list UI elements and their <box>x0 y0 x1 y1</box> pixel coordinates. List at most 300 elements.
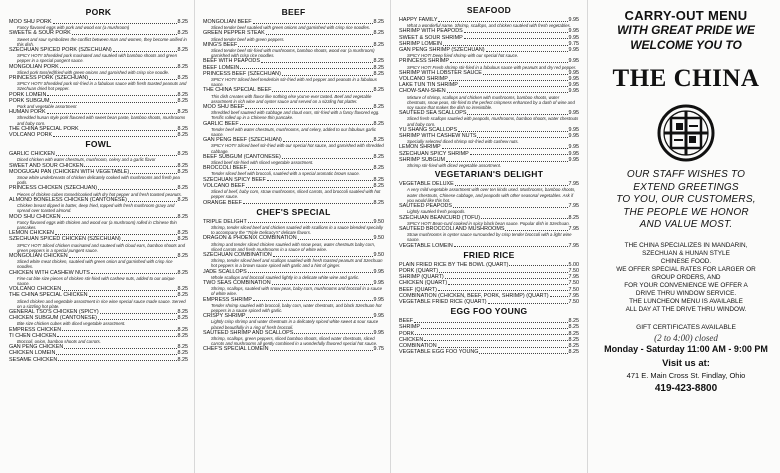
dot-leader <box>246 183 373 188</box>
dot-leader <box>50 98 176 103</box>
menu-item-price: 8.25 <box>177 332 188 339</box>
menu-item-description: Tender shrimp sautéed with broccoli, baby corn, water chestnuts, and black Szechuan hot peppers in a sauce spiced with garlic. <box>211 302 382 313</box>
dot-leader <box>57 333 176 338</box>
dot-leader <box>464 35 568 40</box>
menu-item-price: 8.25 <box>373 64 384 71</box>
cover-panel <box>590 0 780 473</box>
menu-item-description: Lightly crisp shrimp and water chestnuts in a delicately spiced white sweet & sour sauce placed beautifully in a ring of fresh broccoli. <box>211 319 379 330</box>
menu-item-name: BEEF (QUART) <box>399 286 437 293</box>
menu-item-name: TI CHEN CHICKEN <box>9 332 57 339</box>
menu-item-price: 9.95 <box>568 69 579 76</box>
menu-item <box>399 349 579 355</box>
menu-item-description: Diced chicken with water chestnuts, mushroom, celery and a garlic flavor <box>17 157 156 163</box>
menu-item-name: CHICKEN SUBGUM (CANTONESE) <box>9 315 97 322</box>
dot-leader <box>98 185 176 190</box>
menu-item-description: Tender beef with water chestnuts, mushrooms, and celery, added to our fabulous garlic sauce. <box>211 126 377 138</box>
menu-item-description: Shrimp stir-fried with diced vegetable assortment. <box>407 163 502 169</box>
menu-item-price: 9.95 <box>568 126 579 133</box>
dot-leader <box>282 71 373 76</box>
dot-leader <box>294 330 372 335</box>
menu-item-description: Bite size chicken cubes with diced vegetable assortment. <box>17 321 126 327</box>
menu-item-price: 9.95 <box>568 34 579 41</box>
menu-item-price: 7.50 <box>568 298 579 305</box>
dot-leader <box>445 274 568 279</box>
menu-item <box>203 346 384 352</box>
dot-leader <box>62 286 176 291</box>
menu-item-description: SPICY HOT!! Sliced beef stir-fried with our special hot sauce, and garnished with shredded cabbage. <box>211 143 384 154</box>
menu-item-price: 8.25 <box>177 125 188 132</box>
menu-item-name: EMPRESS CHICKEN <box>9 326 62 333</box>
panel-fold <box>194 0 195 473</box>
menu-item-name: SWEETE & SOUR PORK <box>9 30 71 37</box>
menu-item-name: BEEF LOMEIN <box>203 64 240 71</box>
menu-item-price: 8.25 <box>177 168 188 175</box>
menu-item-price: 8.25 <box>373 58 384 65</box>
dot-leader <box>248 219 373 224</box>
menu-item-name: GAN PENG CHICKEN <box>9 344 64 351</box>
dot-leader <box>467 110 567 115</box>
dot-leader <box>488 299 568 304</box>
dot-leader <box>282 154 373 159</box>
dot-leader <box>438 17 567 22</box>
menu-item-description: Shrimp, scallops, sautéed with snow peas, baby corn, mushrooms and broccoli in a sauce of white wine. <box>211 286 383 297</box>
menu-item-description: This dish creates with flavor like nothing else you've ever tasted. Beef and vegetable assortment in rich wine and oyster sauce and served on a sizzling hot platter. <box>211 93 372 104</box>
menu-item-name: GARLIC BEEF <box>203 120 239 127</box>
dot-leader <box>470 151 568 156</box>
menu-item <box>9 357 188 363</box>
menu-item-name: LEMON SHRIMP <box>399 144 441 151</box>
greeting-text: OUR STAFF WISHES TO EXTEND GREETINGS TO YOU, OUR CUSTOMERS, THE PEOPLE WE HONOR AND VALUE MOST. <box>616 169 756 230</box>
menu-item-price: 9.95 <box>568 82 579 89</box>
dot-leader <box>72 30 177 35</box>
menu-item-price: 8.25 <box>177 269 188 276</box>
dot-leader <box>483 70 568 75</box>
menu-item-name: SZECHUAN COMBINATION <box>203 251 272 258</box>
address: 471 E. Main Cross St. Findlay, Ohio <box>626 370 746 380</box>
dot-leader <box>509 262 567 267</box>
menu-item-price: 9.95 <box>568 28 579 35</box>
menu-item-description: Broccoli, onion, bamboo shoots and carrots. <box>17 338 101 344</box>
menu-item-description: Sliced tender beef stir-fried with mushrooms, bamboo shoots, wood ear (a mushroom) garnished with crisp rice noodles. <box>211 48 375 59</box>
menu-item-name: PORK LOMEIN <box>9 91 47 98</box>
dot-leader <box>479 349 567 354</box>
dot-leader <box>438 287 568 292</box>
menu-item-name: CRISPY SHRIMP <box>203 313 246 320</box>
menu-item-description: Shrimp, tender sliced beef and scallops sautéed with fresh toasted peanuts and Szechuan hot peppers in a brown sauce spiced with garlic and a hint of ginger. <box>211 258 383 269</box>
dot-leader <box>113 47 177 52</box>
menu-item-description: Tender sliced beef with broccoli, sautéed with a special aromatic brown sauce. <box>211 171 360 177</box>
cover-subheading: WITH GREAT PRIDE WE <box>617 23 755 37</box>
dot-leader <box>450 58 567 63</box>
dot-leader <box>243 200 373 205</box>
menu-item-name: THE CHINA SPECIAL PORK <box>9 125 79 132</box>
menu-item-price: 8.25 <box>177 286 188 293</box>
gift-certificates-note: GIFT CERTIFICATES AVAILABLE <box>636 323 736 331</box>
menu-item-price: 9.95 <box>568 150 579 157</box>
dot-leader <box>60 64 177 69</box>
menu-item-name: SESAME CHICKEN <box>9 356 58 363</box>
menu-item-name: PRINCESS CHICKEN (SZECHUAN) <box>9 185 98 192</box>
dot-leader <box>424 337 567 342</box>
dot-leader <box>246 313 372 318</box>
menu-item-price: 8.25 <box>177 326 188 333</box>
dot-leader <box>62 214 177 219</box>
menu-item-price: 8.25 <box>568 330 579 337</box>
menu-item-description: SPICY HOT! Deep fried shrimp with our special hot sauce. <box>407 53 519 59</box>
dot-leader <box>267 177 373 182</box>
menu-item-name: SHRIMP SUBGUM <box>399 156 446 163</box>
menu-item-name: PRINCESS SHRIMP <box>399 58 450 65</box>
menu-item-description: Snow white underbreasts of chicken delicately cooked with mushrooms and fresh pea pods. <box>17 175 180 186</box>
dot-leader <box>272 280 373 285</box>
menu-item-description: Shredded hunan style pork flavored with sweet bean paste, bamboo shoots, mushrooms and baby corn. <box>17 115 186 126</box>
dot-leader <box>69 253 177 258</box>
section-heading: SEAFOOD <box>466 5 512 15</box>
dot-leader <box>248 269 373 274</box>
dot-leader <box>53 19 177 24</box>
menu-item-price: 8.25 <box>177 97 188 104</box>
menu-item-price: 8.25 <box>568 349 579 356</box>
business-hours: Monday - Saturday 11:00 AM - 9:00 PM <box>604 343 768 354</box>
menu-item-price: 9.75 <box>568 40 579 47</box>
dot-leader <box>486 47 568 52</box>
service-info: THE CHINA SPECIALIZES IN MANDARIN, SZECHUAN & HUNAN STYLE CHINESE FOOD. WE OFFER SPECIAL RATES FOR LARGER OR GROUP ORDERS, AND FOR YOUR CONVENIENCE WE OFFER A DRIVE THRU WINDOW SERVICE. THE LUNCHEON MENU IS AVAILABLE ALL DAY AT THE DRIVE THRU WINDOW. <box>616 241 756 313</box>
menu-item-price: 8.25 <box>177 19 188 25</box>
menu-item-name: PLAIN FRIED RICE BY THE BOWL (QUART) <box>399 261 509 268</box>
menu-item-price: 8.25 <box>568 324 579 331</box>
dot-leader <box>298 235 373 240</box>
dot-leader <box>505 226 567 231</box>
menu-item-price: 8.25 <box>373 176 384 183</box>
menu-item-price: 9.95 <box>373 296 384 303</box>
dot-leader <box>56 350 176 355</box>
menu-item-price: 8.25 <box>568 336 579 343</box>
dot-leader <box>464 28 568 33</box>
menu-item-description: Shredded beef sauteed with cabbage and cloud ears, stir-fried with a fancy flavored egg. Terrific rolled up in a Chinese thin pancake. <box>211 110 380 121</box>
menu-item-description: Fine cut bite size pieces of chicken stir-fried with cashew nuts, added to our unique sauce. <box>17 275 175 286</box>
menu-item-name: YU SHANG SCALLOPS <box>399 126 458 133</box>
dot-leader <box>64 344 176 349</box>
menu-item <box>399 243 579 249</box>
dot-leader <box>414 318 567 323</box>
menu-item-name: PORK SUBGUM <box>9 97 50 104</box>
menu-item-price: 8.25 <box>373 182 384 189</box>
menu-item-price: 9.95 <box>373 313 384 320</box>
menu-item-price: 9.95 <box>568 47 579 54</box>
menu-item-price: 8.25 <box>177 63 188 70</box>
menu-item <box>399 299 579 305</box>
dot-leader <box>481 215 567 220</box>
menu-item-name: THE CHINA SPECIAL CHICKEN <box>9 292 88 299</box>
menu-item-price: 8.25 <box>177 109 188 116</box>
dot-leader <box>240 121 373 126</box>
section-heading: EGG FOO YOUNG <box>450 306 528 317</box>
visit-heading: Visit us at: <box>662 357 710 369</box>
dot-leader <box>47 92 176 97</box>
dot-leader <box>477 133 567 138</box>
menu-item-price: 9.95 <box>568 88 579 95</box>
menu-item-name: PRINCESS BEEF (SZECHUAN) <box>203 70 281 77</box>
menu-item-name: VEGETABLE LOMEIN <box>399 242 453 249</box>
menu-item-price: 8.25 <box>177 213 188 220</box>
menu-item-price: 8.25 <box>177 236 188 243</box>
menu-item-name: MONGOLIAN CHICKEN <box>9 252 68 259</box>
section-heading: PORK <box>85 7 112 17</box>
menu-item-description: Sweet and sour symbolizes the conflict between man and women, they become unified in this dish. <box>17 36 187 47</box>
dot-leader <box>458 127 567 132</box>
menu-item-name: SAUTEED BROCCOLI AND MUSHROOMS <box>399 225 505 232</box>
menu-item-description: Specially selected diced shrimp stir-fried with cashew nuts. <box>407 139 519 145</box>
dot-leader <box>62 327 176 332</box>
menu-item-name: GENERAL TSO'S CHICKEN (SPICY) <box>9 308 99 315</box>
menu-item-price: 9.95 <box>568 133 579 140</box>
menu-item-name: TRIPLE DELIGHT <box>203 218 247 225</box>
menu-item-price: 9.95 <box>568 156 579 163</box>
menu-item-name: VOLCANO CHICKEN <box>9 286 62 293</box>
menu-item-price: 8.25 <box>177 308 188 315</box>
dot-leader <box>122 236 177 241</box>
menu-item-description: Sliced tender beef with green peppers. <box>211 36 285 42</box>
dot-leader <box>130 169 176 174</box>
menu-item-name: BROCCOLI BEEF <box>203 165 247 172</box>
menu-item-description: Sliced pork toss(ed)fried with green onions and garnished with crisp rice noodle. <box>17 69 170 75</box>
cover-heading: CARRY-OUT MENU <box>624 8 748 23</box>
dot-leader <box>459 82 568 87</box>
dot-leader <box>270 346 373 351</box>
menu-item-price: 9.95 <box>568 144 579 151</box>
menu-item-name: JADE SCALLOPS <box>203 268 247 275</box>
dot-leader <box>272 87 372 92</box>
menu-item-name: CHICKEN WITH CASHEW NUTS <box>9 269 90 276</box>
menu-item-name: BEEF WITH PEAPODS <box>203 58 260 65</box>
menu-item-price: 8.25 <box>177 47 188 54</box>
menu-item-description: Pork and vegetable assortment <box>17 104 77 110</box>
menu-item-name: VEGETABLE DELUXE <box>399 181 454 188</box>
dot-leader <box>455 181 568 186</box>
menu-item-name: ALMOND BONELESS CHICKEN (CANTONESE) <box>9 196 127 203</box>
menu-item-price: 8.25 <box>177 292 188 299</box>
menu-item-name: SZECHUAN SPICY BEEF <box>203 176 266 183</box>
menu-item-price: 9.95 <box>373 279 384 286</box>
dot-leader <box>439 268 567 273</box>
menu-item-name: CHEF'S SPECIAL LOMEIN <box>203 346 269 353</box>
menu-item-price: 8.25 <box>373 19 384 25</box>
menu-column-beef-chef <box>197 0 389 473</box>
menu-item-price: 8.25 <box>177 350 188 357</box>
menu-item-description: Sliced tender beef sautéed with green onions and garnished with crisp rice noodles. <box>211 25 371 31</box>
menu-item-name: GAN PENG SHRIMP (SZECHUAN) <box>399 47 485 54</box>
menu-item-name: COMBINATION <box>399 342 437 349</box>
menu-item-price: 9.75 <box>373 346 384 353</box>
menu-item-price: 8.25 <box>177 75 188 82</box>
menu-item-name: SHRIMP WITH LOBSTER SAUCE <box>399 69 482 76</box>
menu-item-name: VEGETABLE EGG FOO YOUNG <box>399 349 479 356</box>
menu-item-price: 9.50 <box>373 218 384 225</box>
menu-item-price: 9.95 <box>568 110 579 117</box>
menu-item-price: 8.25 <box>177 315 188 322</box>
dot-leader <box>453 203 567 208</box>
menu-item-price: 9.95 <box>568 17 579 23</box>
dot-leader <box>253 19 373 24</box>
menu-item-price: 7.95 <box>568 242 579 249</box>
menu-item-price: 8.25 <box>373 165 384 172</box>
menu-item-name: MOO SHU BEEF <box>203 104 245 111</box>
menu-item-price: 5.00 <box>568 261 579 268</box>
menu-item-price: 8.25 <box>177 252 188 259</box>
menu-item-price: 8.25 <box>568 214 579 221</box>
menu-item-price: 8.25 <box>568 318 579 325</box>
menu-item-price: 7.50 <box>568 280 579 287</box>
dot-leader <box>253 297 373 302</box>
menu-item-price: 8.25 <box>373 199 384 206</box>
menu-item-name: CHOW-SAN-SHEN <box>399 88 446 95</box>
menu-item-price: 7.95 <box>568 181 579 188</box>
menu-item-name: VOLCANO PORK <box>9 132 53 139</box>
dot-leader <box>446 157 567 162</box>
menu-item-name: MOO SHU CHICKEN <box>9 213 61 220</box>
menu-item-description: Shrimp, tender sliced beef and chicken sautéed with scallions in a sauce blended specially to accompany the "Triple Delicacy's" delicate flavors. <box>211 224 383 236</box>
dot-leader <box>89 292 177 297</box>
dot-leader <box>91 270 177 275</box>
dot-leader <box>454 243 568 248</box>
menu-item-name: CHICKEN <box>399 336 424 343</box>
cover-subheading: WELCOME YOU TO <box>630 38 742 52</box>
dot-leader <box>550 293 568 298</box>
menu-item-name: BEEF SUBGUM (CANTONESE) <box>203 153 281 160</box>
dot-leader <box>128 197 177 202</box>
menu-item-name: SWEET & SOUR SHRIMP <box>399 34 463 41</box>
menu-item-description: Straw mushrooms in oyster sauce surrounded by crisp tender broccoli with a light wine sauce. <box>407 232 572 243</box>
menu-item-description: Shrimp, scallops, green peppers, sliced bamboo shoots, sliced water chestnuts, sliced carrots and mushrooms all gently combined in a wonderfully flavored special hot sauce. <box>211 335 378 347</box>
dot-leader <box>80 126 177 131</box>
menu-item-name: MING'S BEEF <box>203 41 238 48</box>
dot-leader <box>56 151 177 156</box>
menu-item-description: Mixture of shrimp, scallops and chicken with mushrooms, bamboo shoots, water chestnuts, snow peas, stir-fried to the perfect crispness enhanced by a dash of wine and soy sauce that makes the dish so irresistible. <box>407 94 575 111</box>
menu-column-pork-fowl <box>0 0 193 473</box>
menu-item-price: 9.95 <box>373 329 384 336</box>
menu-item-name: SZECHUAN SPICY SHRIMP <box>399 150 469 157</box>
dot-leader <box>273 252 373 257</box>
menu-item-description: Whole scallops and broccoli sautéed lightly in a delicate white wine and garlic. <box>211 274 360 280</box>
menu-item-price: 8.25 <box>177 196 188 203</box>
section-heading: CHEF'S SPECIAL <box>256 206 331 217</box>
dot-leader <box>245 104 372 109</box>
restaurant-name: THE CHINA <box>612 65 760 92</box>
menu-item-name: SZECHUAN SPICED CHICKEN (SZECHUAN) <box>9 236 121 243</box>
menu-item-name: VOLCANO BEEF <box>203 182 245 189</box>
chinese-character-seal-icon <box>656 103 716 163</box>
menu-item-description: Lightly sautéed fresh peapods. <box>407 209 466 215</box>
menu-item-description: Sliced of beef, baby corn, straw mushrooms, sliced carrots, and broccoli sautéed with hot pepper sauce. <box>211 189 381 200</box>
menu-item-description: Sliced beef stir-fried with sliced vegetable assortment. <box>211 160 314 166</box>
menu-item-price: 8.25 <box>373 137 384 144</box>
menu-item-price: 8.25 <box>177 230 188 237</box>
dot-leader <box>438 343 568 348</box>
menu-item-name: THE CHINA SPECIAL BEEF <box>203 87 272 94</box>
menu-item-name: SWEET AND SOUR CHICKEN <box>9 162 84 169</box>
menu-item-price: 8.25 <box>373 104 384 111</box>
menu-item <box>9 132 188 138</box>
dot-leader <box>283 137 373 142</box>
menu-item-description: SPICY HOT! Bean-curd cooked in spicy black bean sauce. Popular dish in Szechuan. <box>407 220 570 226</box>
menu-item-description: Fancy flavored eggs with chicken and wood ear (a mushroom) rolled in Chinese thin pancakes. <box>17 219 177 230</box>
dot-leader <box>421 324 568 329</box>
menu-item-description: SPICY HOT! Fresh shrimp stir-fried in a fabulous sauce with peanuts and dry red pepper. <box>407 64 577 70</box>
menu-item-name: COMBINATION (CHICKEN, BEEF, PORK, SHRIMP) (QUART) <box>399 292 549 299</box>
dot-leader <box>248 165 373 170</box>
menu-item-name: LAKE TUN TIN SHRIMP <box>399 82 458 89</box>
dot-leader <box>240 65 372 70</box>
menu-item-name: HUMAN PORK <box>9 109 46 116</box>
menu-item-name: SHRIMP (QUART) <box>399 274 444 281</box>
menu-item-name: LEMON CHICKEN <box>9 230 54 237</box>
menu-item-description: Fancy flavored eggs with pork and wood ear (a mushroom) <box>17 25 130 31</box>
menu-item-price: 8.25 <box>177 30 188 37</box>
menu-item-name: MOOGUGAI PAN (CHICKEN WITH VEGETABLE) <box>9 168 130 175</box>
dot-leader <box>448 280 567 285</box>
menu-item-name: SHRIMP LOMEIN <box>399 40 443 47</box>
dot-leader <box>53 132 176 137</box>
menu-item-name: SZECHUAN SPICED PORK (SZECHUAN) <box>9 47 112 54</box>
menu-item-price: 9.50 <box>373 251 384 258</box>
dot-leader <box>447 88 568 93</box>
dot-leader <box>100 309 177 314</box>
phone-number[interactable]: 419-423-8800 <box>654 382 718 394</box>
menu-item-price: 7.95 <box>568 203 579 210</box>
dot-leader <box>55 230 177 235</box>
section-heading: VEGETARIAN'S DELIGHT <box>434 169 544 180</box>
section-heading: FOWL <box>85 139 112 150</box>
menu-item-price: 8.25 <box>373 30 384 37</box>
menu-item-price: 8.25 <box>373 70 384 77</box>
menu-item-name: VOLCANO SHRIMP <box>399 76 448 83</box>
panel-fold <box>390 0 391 473</box>
menu-item-price: 8.25 <box>177 91 188 98</box>
menu-item-name: GREEN PEPPER STEAK <box>203 30 265 37</box>
menu-item-name: CHICKEN (QUART) <box>399 280 448 287</box>
dot-leader <box>84 163 176 168</box>
section-heading: BEEF <box>281 7 306 17</box>
menu-item-name: VEGETABLE FRIED RICE (QUART) <box>399 298 487 305</box>
menu-item-description: Sliced chicken and vegetable assortment in rice wine special sauce made sauce. Served on a sizzling hot plate. <box>17 298 186 309</box>
dot-leader <box>58 357 176 362</box>
menu-item-name: ORANGE BEEF <box>203 199 242 206</box>
menu-item-name: SAUTEED PEAPODS <box>399 203 453 210</box>
menu-item-price: 7.95 <box>568 225 579 232</box>
menu-item-name: BEEF <box>399 318 414 325</box>
dot-leader <box>89 75 176 80</box>
menu-item-price: 8.25 <box>177 344 188 351</box>
menu-item-description: What a wonderful name. Shrimp, scallops, and chicken sautéed with fresh vegetables. <box>407 23 571 29</box>
dot-leader <box>415 331 567 336</box>
dot-leader <box>47 109 177 114</box>
menu-item-description: A very mild vegetable assortment with over ten kinds used. Mushrooms, bamboo shoots, water chestnuts, Chinese cabbage, and peapods with other seasonal vegetables. Ask if you would like this hot. <box>407 187 576 203</box>
menu-item-name: PORK (QUART) <box>399 267 439 274</box>
menu-item-price: 8.25 <box>373 87 384 94</box>
menu-item-price: 8.25 <box>373 120 384 127</box>
menu-item-name: SAUTEED SEA SCALLOPS <box>399 110 467 117</box>
menu-item-price: 9.95 <box>568 58 579 65</box>
menu-item-price: 7.95 <box>568 274 579 281</box>
dot-leader <box>266 30 373 35</box>
menu-item-name: PORK <box>399 330 415 337</box>
menu-item-price: 9.95 <box>568 76 579 83</box>
menu-item-price: 7.50 <box>568 267 579 274</box>
menu-item-price: 8.25 <box>177 132 188 139</box>
menu-item-name: MONGOLIAN PORK <box>9 63 59 70</box>
panel-fold <box>587 0 588 473</box>
menu-item-name: PRINCESS PORK (SZECHUAN) <box>9 75 89 82</box>
